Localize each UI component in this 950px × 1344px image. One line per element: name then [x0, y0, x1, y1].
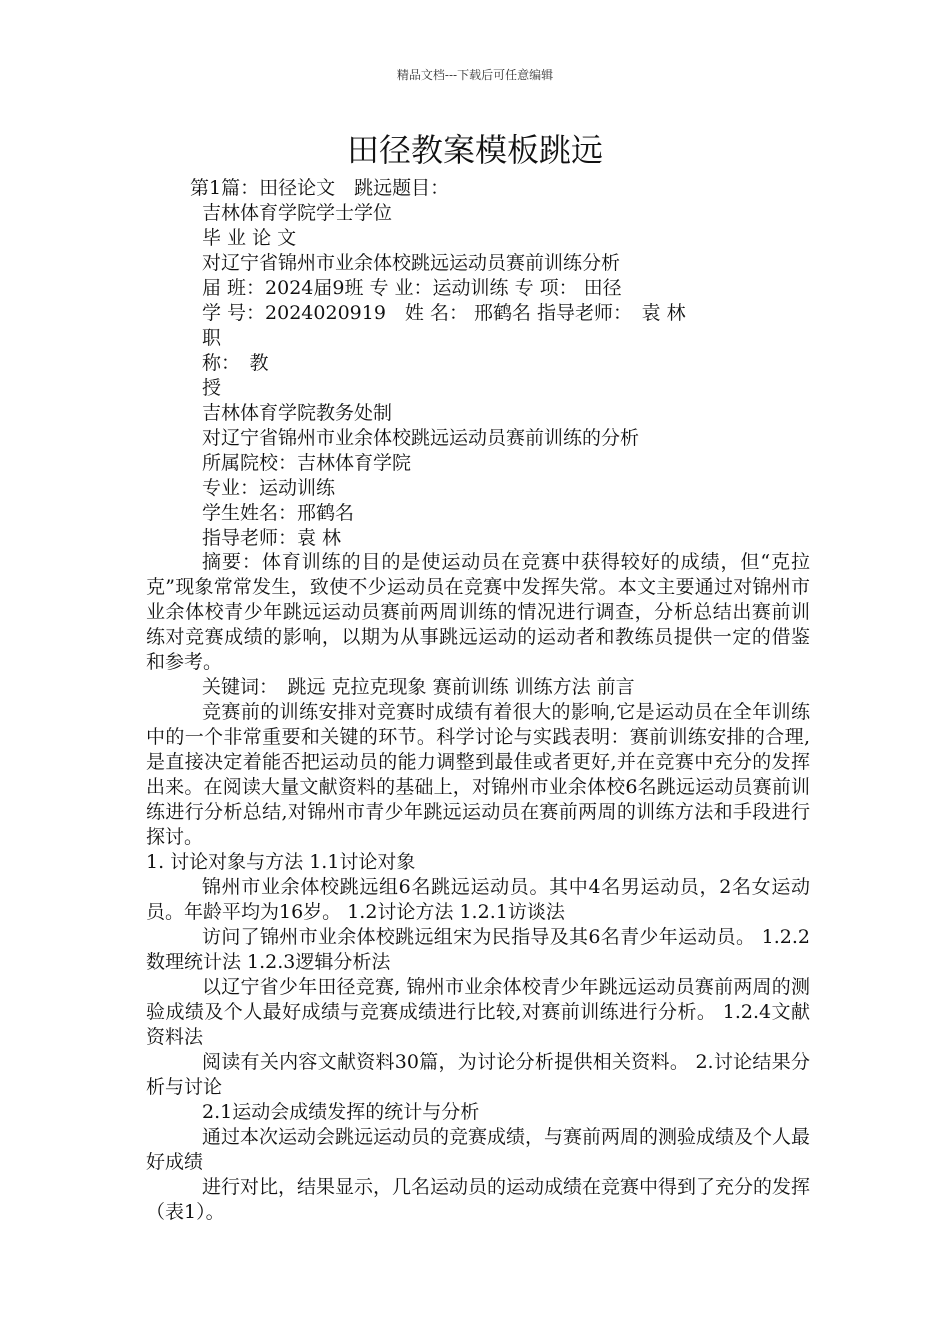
cover-line: 学 号：2024020919 姓 名： 邢鹤名 指导老师： 袁 林 — [202, 302, 686, 324]
body-paragraph: 访问了锦州市业余体校跳远组宋为民指导及其6名青少年运动员。 1.2.2数理统计法 1.2.3逻辑分析法 — [146, 926, 810, 973]
cover-line: 授 — [202, 377, 222, 399]
document-title: 田径教案模板跳远 — [346, 131, 603, 169]
subsection-heading: 2.1运动会成绩发挥的统计与分析 — [202, 1101, 480, 1123]
cover-line: 毕 业 论 文 — [202, 227, 297, 249]
cover-line: 对辽宁省锦州市业余体校跳远运动员赛前训练分析 — [202, 252, 621, 274]
abstract-paragraph: 摘要：体育训练的目的是使运动员在竞赛中获得较好的成绩，但“克拉克”现象常常发生，致使不少运动员在竞赛中发挥失常。本文主要通过对锦州市业余体校青少年跳远运动员赛前两周训练的情况进行调查，分析总结出赛前训练对竞赛成绩的影响，以期为从事跳远运动的运动者和教练员提供一定的借鉴和参考。 — [146, 551, 810, 673]
cover-line: 所属院校：吉林体育学院 — [202, 452, 412, 474]
cover-line: 职 — [202, 327, 222, 349]
cover-line: 届 班：2024届9班 专 业：运动训练 专 项： 田径 — [202, 277, 622, 299]
body-paragraph: 进行对比，结果显示，几名运动员的运动成绩在竞赛中得到了充分的发挥（表1）。 — [146, 1176, 811, 1223]
cover-line: 对辽宁省锦州市业余体校跳远运动员赛前训练的分析 — [202, 427, 640, 449]
section-heading: 1. 讨论对象与方法 1.1讨论对象 — [146, 851, 416, 873]
body-paragraph: 竞赛前的训练安排对竞赛时成绩有着很大的影响,它是运动员在全年训练中的一个非常重要和关键的环节。科学讨论与实践表明：赛前训练安排的合理,是直接决定着能否把运动员的能力调整到最佳或者更好,并在竞赛中充分的发挥出来。在阅读大量文献资料的基础上，对锦州市业余体校6名跳远运动员赛前训练进行分析总结,对锦州市青少年跳远运动员在赛前两周的训练方法和手段进行探讨。 — [146, 701, 810, 848]
cover-line: 专业：运动训练 — [202, 477, 336, 499]
chapter-heading: 第1篇：田径论文 跳远题目： — [190, 177, 450, 199]
cover-line: 吉林体育学院学士学位 — [202, 202, 393, 224]
body-paragraph: 阅读有关内容文献资料30篇，为讨论分析提供相关资料。 2.讨论结果分析与讨论 — [146, 1051, 810, 1098]
cover-line: 指导老师：袁 林 — [202, 527, 342, 549]
cover-line: 学生姓名：邢鹤名 — [202, 502, 355, 524]
keywords-paragraph: 关键词： 跳远 克拉克现象 赛前训练 训练方法 前言 — [202, 676, 635, 698]
body-paragraph: 通过本次运动会跳远运动员的竞赛成绩，与赛前两周的测验成绩及个人最好成绩 — [146, 1126, 811, 1173]
body-paragraph: 锦州市业余体校跳远组6名跳远运动员。其中4名男运动员，2名女运动员。年龄平均为16岁。 1.2讨论方法 1.2.1访谈法 — [146, 876, 810, 923]
page-header: 精品文档---下载后可任意编辑 — [396, 68, 554, 82]
body-paragraph: 以辽宁省少年田径竞赛, 锦州市业余体校青少年跳远运动员赛前两周的测验成绩及个人最好成绩与竞赛成绩进行比较,对赛前训练进行分析。 1.2.4文献资料法 — [146, 976, 810, 1048]
cover-line: 吉林体育学院教务处制 — [202, 402, 393, 424]
cover-line: 称： 教 — [202, 352, 269, 374]
